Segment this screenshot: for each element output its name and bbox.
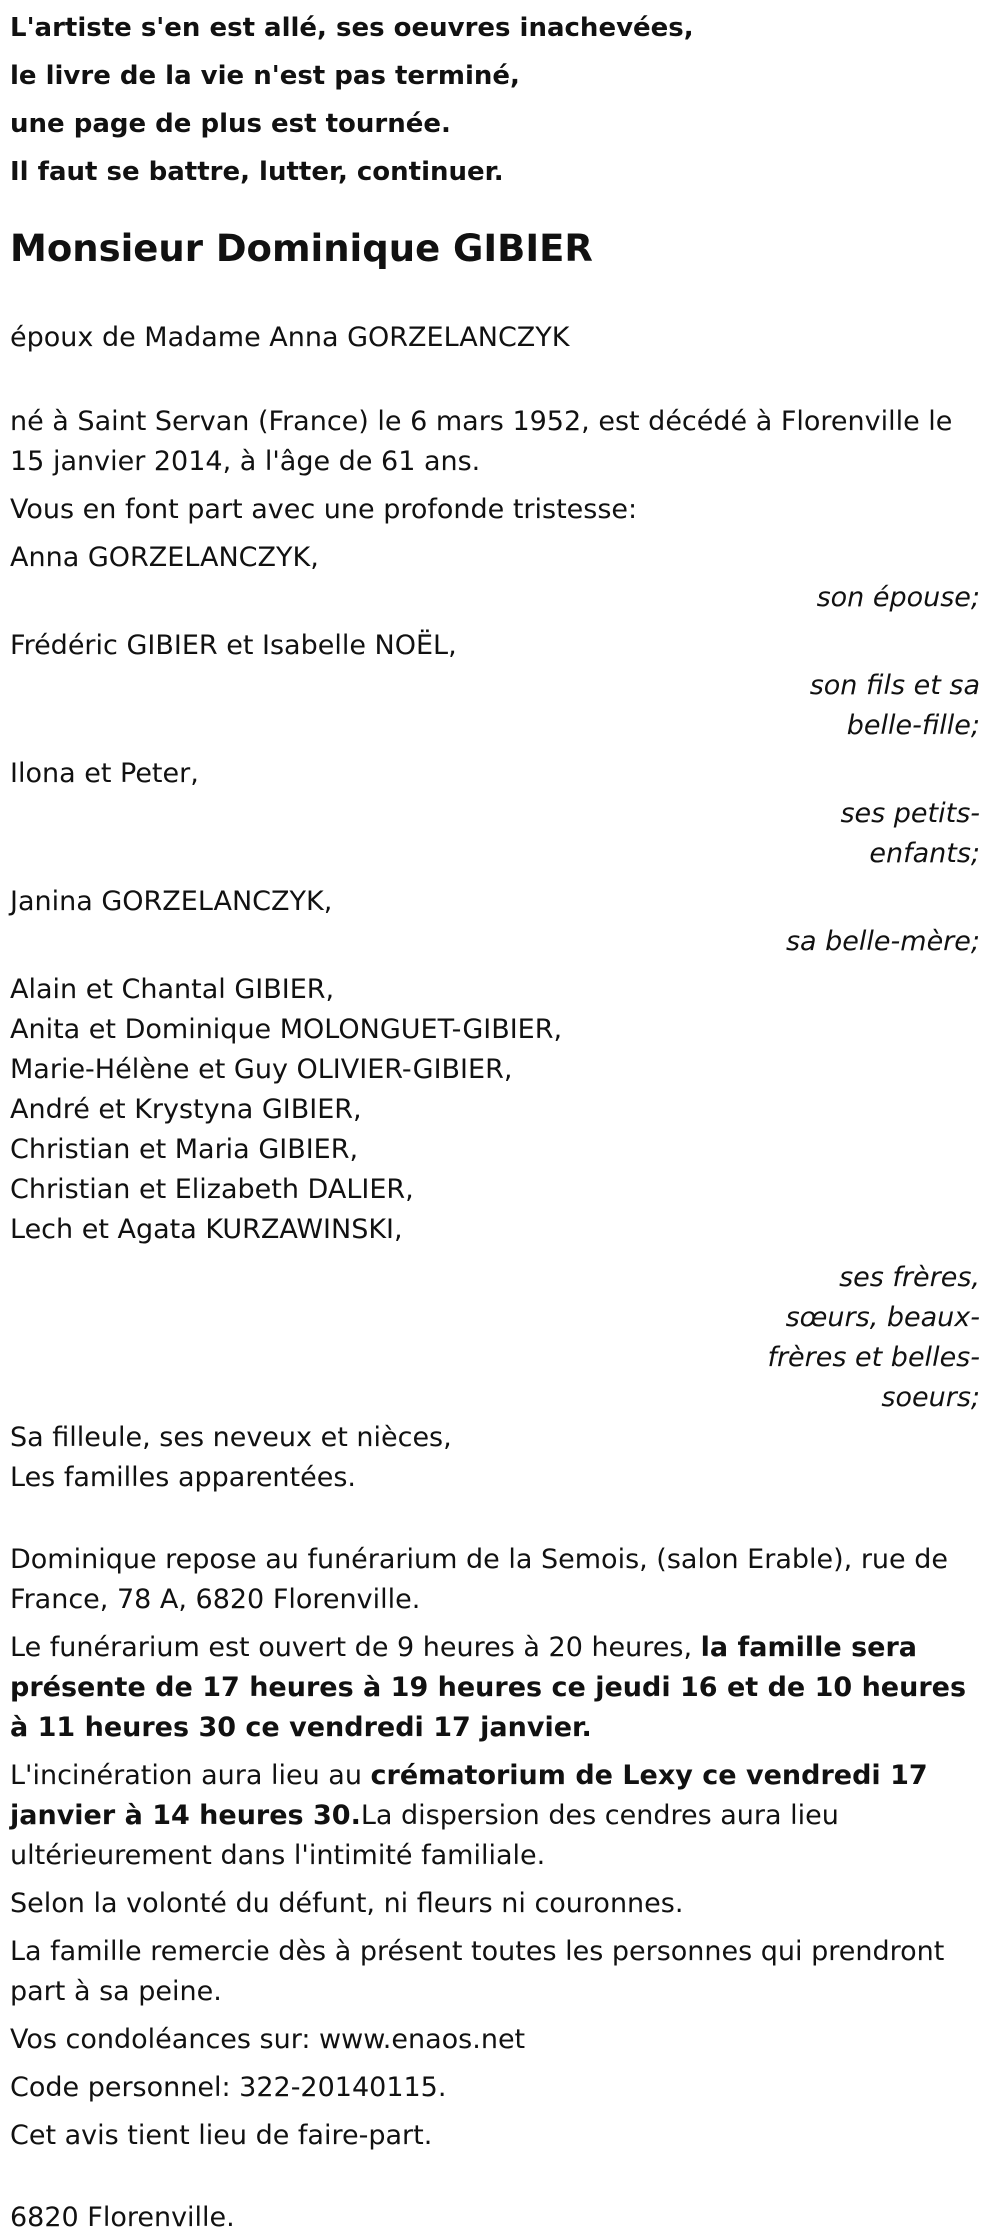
notice-line: Cet avis tient lieu de faire-part. [10,2120,433,2151]
visiting-hours [10,1628,975,1748]
verse [10,4,990,196]
family-names: Janina GORZELANCZYK, [10,886,333,917]
verse-line: Il faut se battre, lutter, continuer. [10,157,504,187]
cremation-dispersion: La dispersion des cendres aura lieu ultérieurement dans l'intimité familiale. [10,1800,839,1871]
sibling-entry: Christian et Elizabeth DALIER, [10,1174,414,1205]
sibling-entry: Alain et Chantal GIBIER, [10,974,335,1005]
extended-family [10,1418,990,1498]
family-relation: son épouse; [816,582,980,613]
sibling-entry: Anita et Dominique MOLONGUET-GIBIER, [10,1014,563,1045]
extended-entry: Les familles apparentées. [10,1462,357,1493]
family-list [10,538,990,962]
family-relation: sa belle-mère; [785,926,980,957]
verse-line: le livre de la vie n'est pas terminé, [10,61,520,91]
spouse-line: époux de Madame Anna GORZELANCZYK [10,322,570,353]
family-entry [10,538,990,618]
sibling-entry: André et Krystyna GIBIER, [10,1094,362,1125]
visiting-hours-bold: la famille sera présente de 17 heures à 19 heures ce jeudi 16 et de 10 heures à 11 heures 30 ce vendredi 17 janvier. [10,1632,967,1743]
announce-intro: Vous en font part avec une profonde tristesse: [10,494,638,525]
birth-death: né à Saint Servan (France) le 6 mars 1952, est décédé à Florenville le 15 janvier 2014, à l'âge de 61 ans. [10,406,953,477]
family-entry [10,626,990,746]
family-names: Ilona et Peter, [10,758,199,789]
sibling-entry: Christian et Maria GIBIER, [10,1134,359,1165]
sibling-entry: Marie-Hélène et Guy OLIVIER-GIBIER, [10,1054,513,1085]
family-relation: son fils et sa belle-fille; [809,670,980,741]
verse-line: L'artiste s'en est allé, ses oeuvres inachevées, [10,13,694,43]
family-names: Frédéric GIBIER et Isabelle NOËL, [10,630,457,661]
condolences-line: Vos condoléances sur: www.enaos.net [10,2024,526,2055]
siblings-relation: ses frères, sœurs, beaux-frères et belles-soeurs; [767,1262,980,1413]
visiting-hours-plain: Le funérarium est ouvert de 9 heures à 20 heures, [10,1632,701,1663]
verse-line: une page de plus est tournée. [10,109,451,139]
siblings-list [10,970,990,1418]
cremation-bold: crématorium de Lexy ce vendredi 17 janvier à 14 heures 30. [10,1760,928,1831]
rest-place: Dominique repose au funérarium de la Semois, (salon Erable), rue de France, 78 A, 6820 Florenville. [10,1544,948,1615]
deceased-name: Monsieur Dominique GIBIER [10,227,593,270]
cremation-plain: L'incinération aura lieu au [10,1760,371,1791]
sibling-entry: Lech et Agata KURZAWINSKI, [10,1214,403,1245]
family-names: Anna GORZELANCZYK, [10,542,319,573]
cremation-info [10,1756,985,1876]
family-entry [10,754,990,874]
extended-entry: Sa filleule, ses neveux et nièces, [10,1422,452,1453]
address-line: 6820 Florenville. [10,2202,235,2233]
family-relation: ses petits-enfants; [840,798,980,869]
obituary-content [10,4,990,2238]
family-entry [10,882,990,962]
personal-code: Code personnel: 322-20140115. [10,2072,447,2103]
thanks-note: La famille remercie dès à présent toutes les personnes qui prendront part à sa peine. [10,1936,945,2007]
flowers-note: Selon la volonté du défunt, ni fleurs ni couronnes. [10,1888,684,1919]
